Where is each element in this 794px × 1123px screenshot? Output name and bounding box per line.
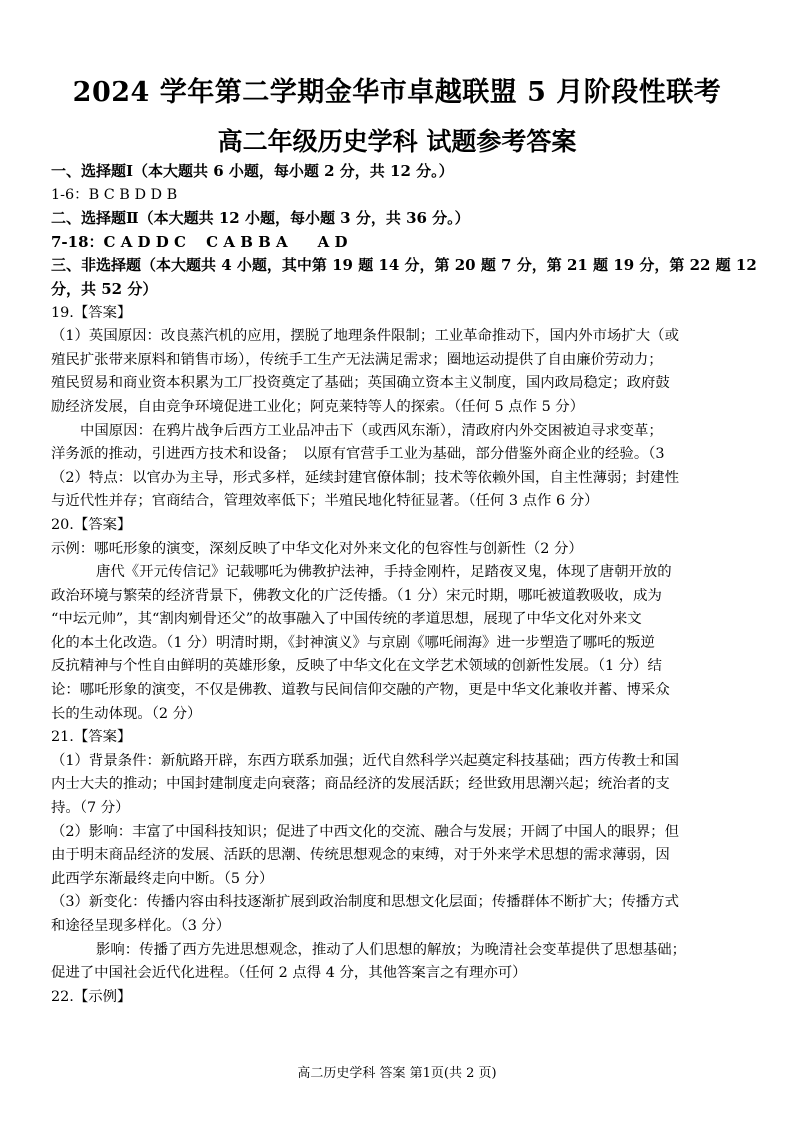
page-subtitle: 高二年级历史学科 试题参考答案 bbox=[217, 127, 577, 156]
section-heading-non-choice: 三、非选择题（本大题共 4 小题，其中第 19 题 14 分，第 20 题 7 分，第 21 题 19 分，第 22 题 12 bbox=[51, 256, 757, 275]
paragraph-line: （1）背景条件：新航路开辟，东西方联系加强；近代自然科学兴起奠定科技基础；西方传教士和国 bbox=[51, 752, 679, 769]
section-heading-choice-2: 二、选择题Ⅱ（本大题共 12 小题，每小题 3 分，共 36 分。） bbox=[51, 209, 470, 228]
page-footer: 高二历史学科 答案 第1页(共 2 页) bbox=[297, 1066, 497, 1081]
paragraph-line: 持。（7 分） bbox=[51, 800, 130, 817]
paragraph-line: 影响：传播了西方先进思想观念，推动了人们思想的解放；为晚清社会变革提供了思想基础； bbox=[96, 941, 687, 958]
paragraph-line: 励经济发展，自由竞争环境促进工业化；阿克莱特等人的探索。（任何 5 点作 5 分） bbox=[51, 398, 585, 415]
paragraph-line: 中国原因：在鸦片战争后西方工业品冲击下（或西风东渐），清政府内外交困被迫寻求变革； bbox=[80, 422, 663, 439]
paragraph-line: 化的本土化改造。（1 分）明清时期，《封神演义》与京剧《哪吒闹海》进一步塑造了哪吒的叛逆 bbox=[51, 634, 655, 651]
paragraph-line: （2）影响：丰富了中国科技知识；促进了中西文化的交流、融合与发展；开阔了中国人的眼界；但 bbox=[51, 823, 679, 840]
paragraph-line: 和途径呈现多样化。（3 分） bbox=[51, 918, 231, 934]
paragraph-line: 由于明末商品经济的发展、活跃的思潮、传统思想观念的束缚，对于外来学术思想的需求薄弱，因 bbox=[51, 847, 670, 864]
paragraph-line: 促进了中国社会近代化进程。（任何 2 点得 4 分，其他答案言之有理亦可） bbox=[51, 965, 527, 982]
page-title: 2024 学年第二学期金华市卓越联盟 5 月阶段性联考 bbox=[72, 77, 722, 108]
paragraph-line: 反抗精神与个性自由鲜明的英雄形象，反映了中华文化在文学艺术领域的创新性发展。（1 分）结 bbox=[51, 658, 662, 675]
paragraph-line: （2）特点：以官办为主导，形式多样，延续封建官僚体制；技术等依赖外国，自主性薄弱；封建性 bbox=[51, 469, 679, 486]
paragraph-line: 内士大夫的推动；中国封建制度走向衰落；商品经济的发展活跃；经世致用思潮兴起；统治者的支 bbox=[51, 776, 670, 793]
section-heading-non-choice-cont: 分，共 52 分） bbox=[51, 279, 158, 298]
paragraph-line: 殖民贸易和商业资本积累为工厂投资奠定了基础；英国确立资本主义制度，国内政局稳定；政府鼓 bbox=[51, 375, 670, 392]
answer-content bbox=[51, 160, 757, 1009]
answer-line: 1-6：B C B D D B bbox=[51, 186, 178, 203]
question-label-20: 20.【答案】 bbox=[51, 516, 132, 533]
answer-line: 7-18：C A D D C C A B B A A D bbox=[51, 232, 348, 251]
paragraph-line: 殖民扩张带来原料和销售市场），传统手工生产无法满足需求；圈地运动提供了自由廉价劳动力； bbox=[51, 351, 663, 368]
paragraph-line: 唐代《开元传信记》记载哪吒为佛教护法神，手持金刚杵，足踏夜叉鬼，体现了唐朝开放的 bbox=[96, 564, 672, 581]
paragraph-line: “中坛元帅”，其“割肉剜骨还父”的故事融入了中国传统的孝道思想，展现了中华文化对外来文 bbox=[51, 611, 642, 628]
paragraph-line: 长的生动体现。（2 分） bbox=[51, 705, 202, 722]
paragraph-line: 政治环境与繁荣的经济背景下，佛教文化的广泛传播。（1 分）宋元时期，哪吒被道教吸收，成为 bbox=[51, 587, 662, 604]
question-label-19: 19.【答案】 bbox=[51, 304, 132, 321]
paragraph-line: 示例：哪吒形象的演变，深刻反映了中华文化对外来文化的包容性与创新性（2 分） bbox=[51, 540, 583, 557]
question-label-22: 22.【示例】 bbox=[51, 988, 132, 1005]
question-label-21: 21.【答案】 bbox=[51, 729, 132, 746]
paragraph-line: 论：哪吒形象的演变，不仅是佛教、道教与民间信仰交融的产物，更是中华文化兼收并蓄、博采众 bbox=[51, 682, 670, 699]
paragraph-line: （1）英国原因：改良蒸汽机的应用，摆脱了地理条件限制；工业革命推动下，国内外市场扩大（或 bbox=[51, 328, 679, 345]
paragraph-line: 与近代性并存；官商结合，管理效率低下；半殖民地化特征显著。（任何 3 点作 6 分） bbox=[51, 493, 599, 510]
paragraph-line: （3）新变化：传播内容由科技逐渐扩展到政治制度和思想文化层面；传播群体不断扩大；传播方式 bbox=[51, 894, 679, 911]
section-heading-choice-1: 一、选择题Ⅰ（本大题共 6 小题，每小题 2 分，共 12 分。） bbox=[51, 162, 454, 180]
paragraph-line: 此西学东渐最终走向中断。（5 分） bbox=[51, 870, 274, 887]
paragraph-line: 洋务派的推动，引进西方技术和设备； 以原有官营手工业为基础，部分借鉴外商企业的经验。（3 bbox=[51, 446, 665, 463]
